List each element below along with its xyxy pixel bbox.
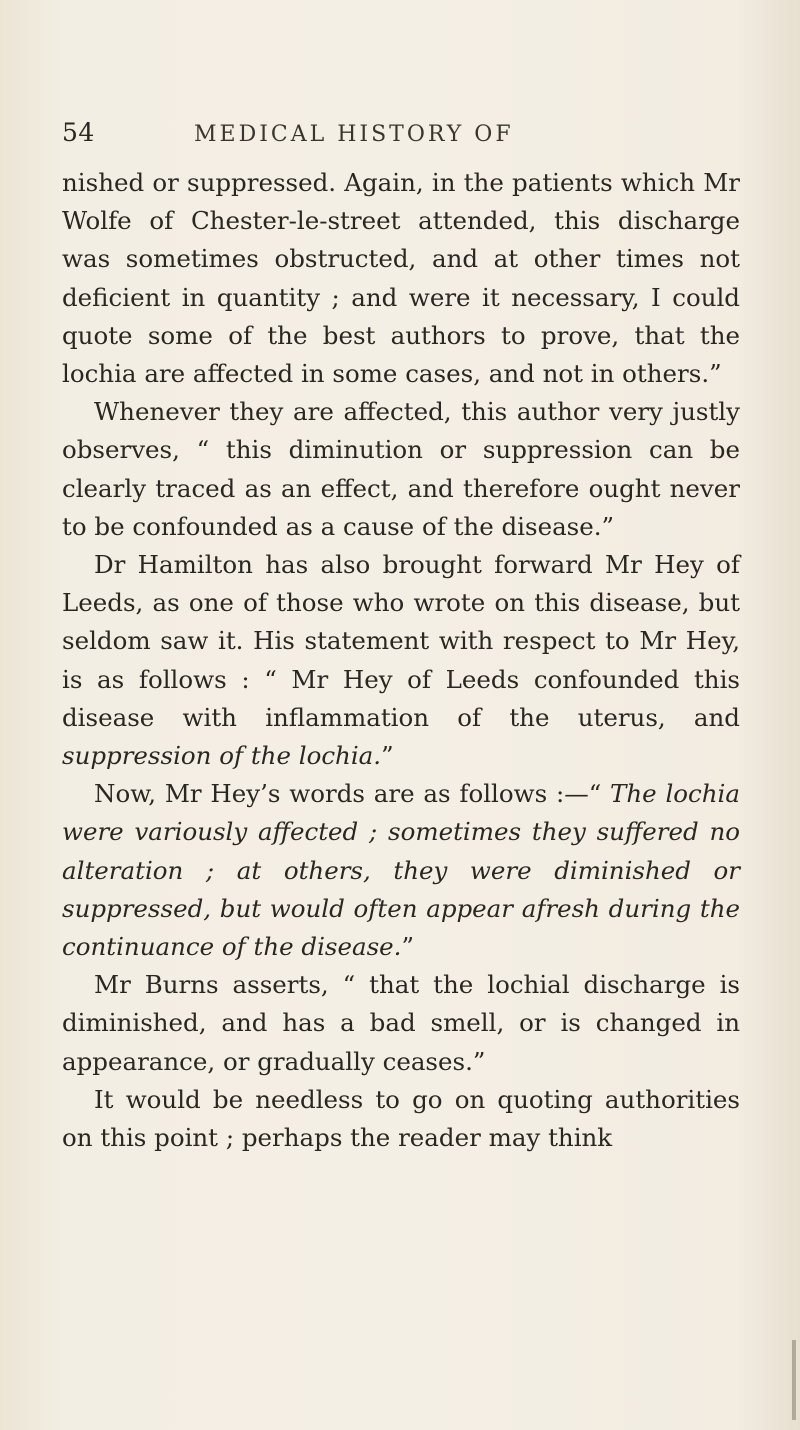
page-header bbox=[62, 118, 742, 158]
text-run: It would be needless to go on quoting authorities on this point ; perhaps the reader may think bbox=[62, 1084, 740, 1153]
paragraph bbox=[62, 164, 740, 393]
text-run: Whenever they are affected, this author very justly observes, “ this diminution or suppression can be clearly traced as an effect, and therefore ought never to be confounded as a cause of the disease.” bbox=[62, 397, 740, 541]
paragraph bbox=[62, 1081, 740, 1157]
text-run: Mr Burns asserts, “ that the lochial discharge is diminished, and has a bad smell, or is changed in appearance, or gradually ceases.” bbox=[62, 970, 740, 1076]
running-head: MEDICAL HISTORY OF bbox=[194, 122, 514, 147]
text-run: Now, Mr Hey’s words are as follows :—“ bbox=[94, 779, 611, 809]
paragraph bbox=[62, 966, 740, 1081]
text-run: nished or suppressed. Again, in the patients which Mr Wolfe of Chester-le-street attended, this discharge was sometimes obstructed, and at other times not deficient in quantity ; and were it necessary, I could quote some of the best authors to prove, that the lochia are affected in some cases, and not in others.” bbox=[62, 168, 740, 389]
paragraph bbox=[62, 775, 740, 966]
italic-quote: The lochia were variously affected ; sometimes they suffered no alteration ; at others, they were diminished or suppressed, but would often appear afresh during the continuance of the disease. bbox=[62, 779, 740, 962]
page-edge-mark bbox=[792, 1340, 796, 1420]
text-run: ” bbox=[381, 741, 394, 771]
page-number: 54 bbox=[62, 118, 95, 147]
italic-quote: suppression of the lochia. bbox=[62, 741, 382, 771]
paragraph bbox=[62, 546, 740, 775]
paragraph bbox=[62, 393, 740, 546]
text-run: Dr Hamilton has also brought forward Mr Hey of Leeds, as one of those who wrote on this disease, but seldom saw it. His statement with respect to Mr Hey, is as follows : “ Mr Hey of Leeds confounded this disease with inflammation of the uterus, and bbox=[62, 550, 740, 732]
body-text bbox=[62, 164, 740, 1157]
text-run: ” bbox=[401, 932, 414, 962]
